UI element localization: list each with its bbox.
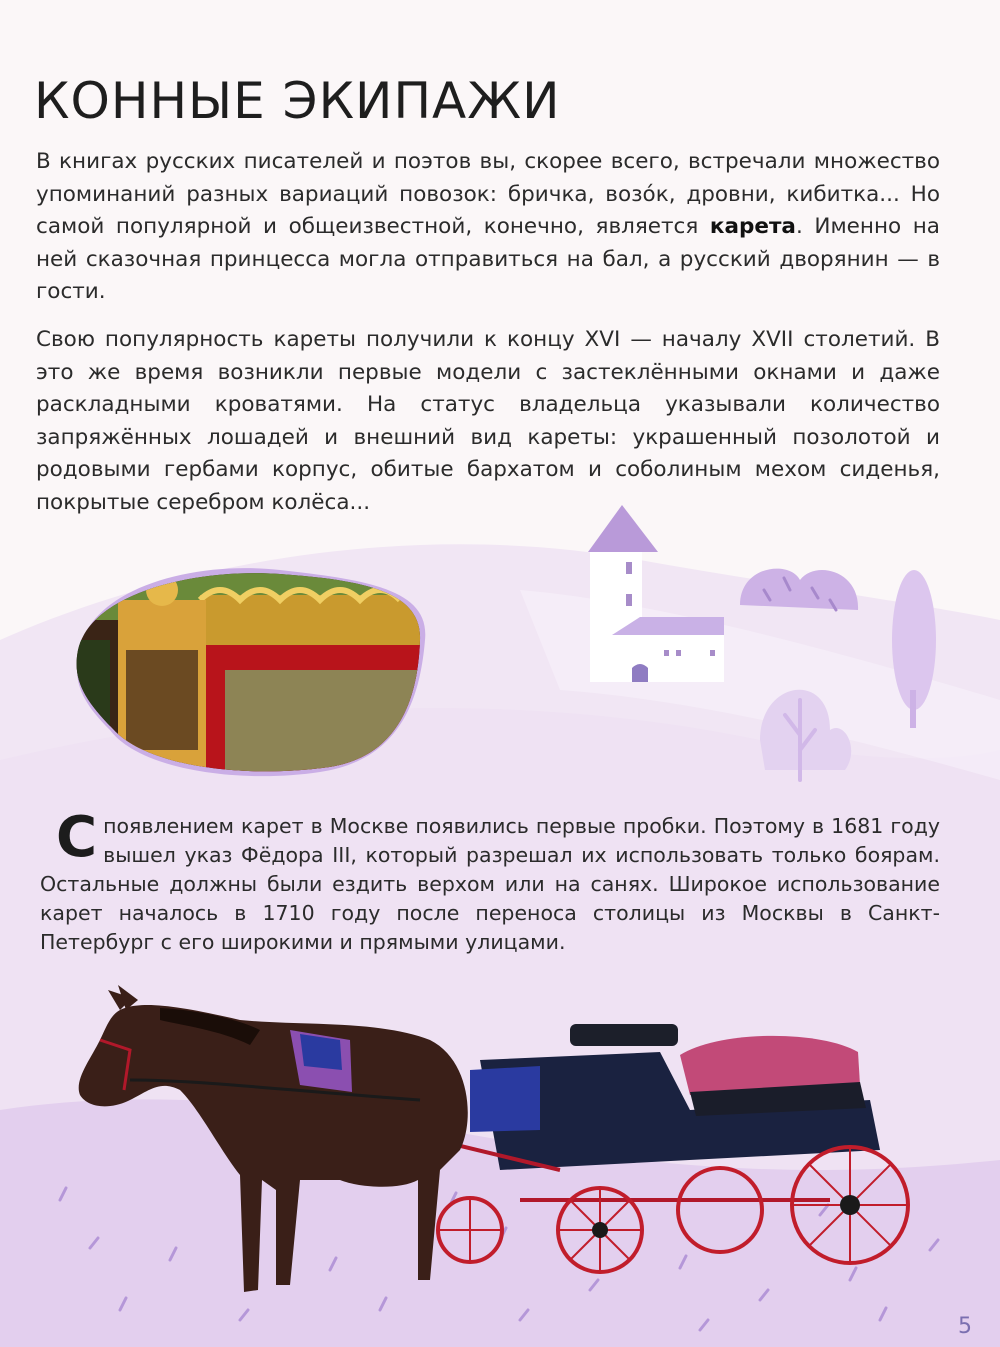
- intro-text-end: . Именно на ней сказочная принцесса могла отправиться на бал, а русский дворянин — в гости.: [36, 214, 940, 304]
- highlighted-term: карета: [709, 214, 796, 239]
- popularity-paragraph: Свою популярность кареты получили к концу XVI — началу XVII столетий. В это же время возникли первые модели с застеклёнными окнами и даже раскладными кроватями. На статус владельца указывали количество запряжённых лошадей и внешний вид кареты: украшенный позолотой и родовыми гербами корпус, обитые бархатом и соболиным мехом сиденья, покрытые серебром колёса...: [36, 327, 940, 515]
- drop-cap: С: [56, 805, 98, 870]
- page-title: КОННЫЕ ЭКИПАЖИ: [34, 72, 561, 130]
- page-number: 5: [958, 1314, 972, 1339]
- history-paragraph: [40, 805, 940, 957]
- history-text: появлением карет в Москве появились первые пробки. Поэтому в 1681 году вышел указ Фёдора III, который разрешал их использовать только боярам. Остальные должны были ездить верхом или на санях. Широкое использование карет началось в 1710 году после переноса столицы из Москвы в Санкт-Петербург с его широкими и прямыми улицами.: [40, 814, 940, 954]
- intro-text-start: В книгах русских писателей и поэтов вы, скорее всего, встречали множество упоминаний разных вариаций повозок: бричка, возóк, дровни, кибитка... Но самой популярной и общеизвестной, конечно, является: [36, 149, 940, 239]
- intro-paragraph: [36, 146, 940, 309]
